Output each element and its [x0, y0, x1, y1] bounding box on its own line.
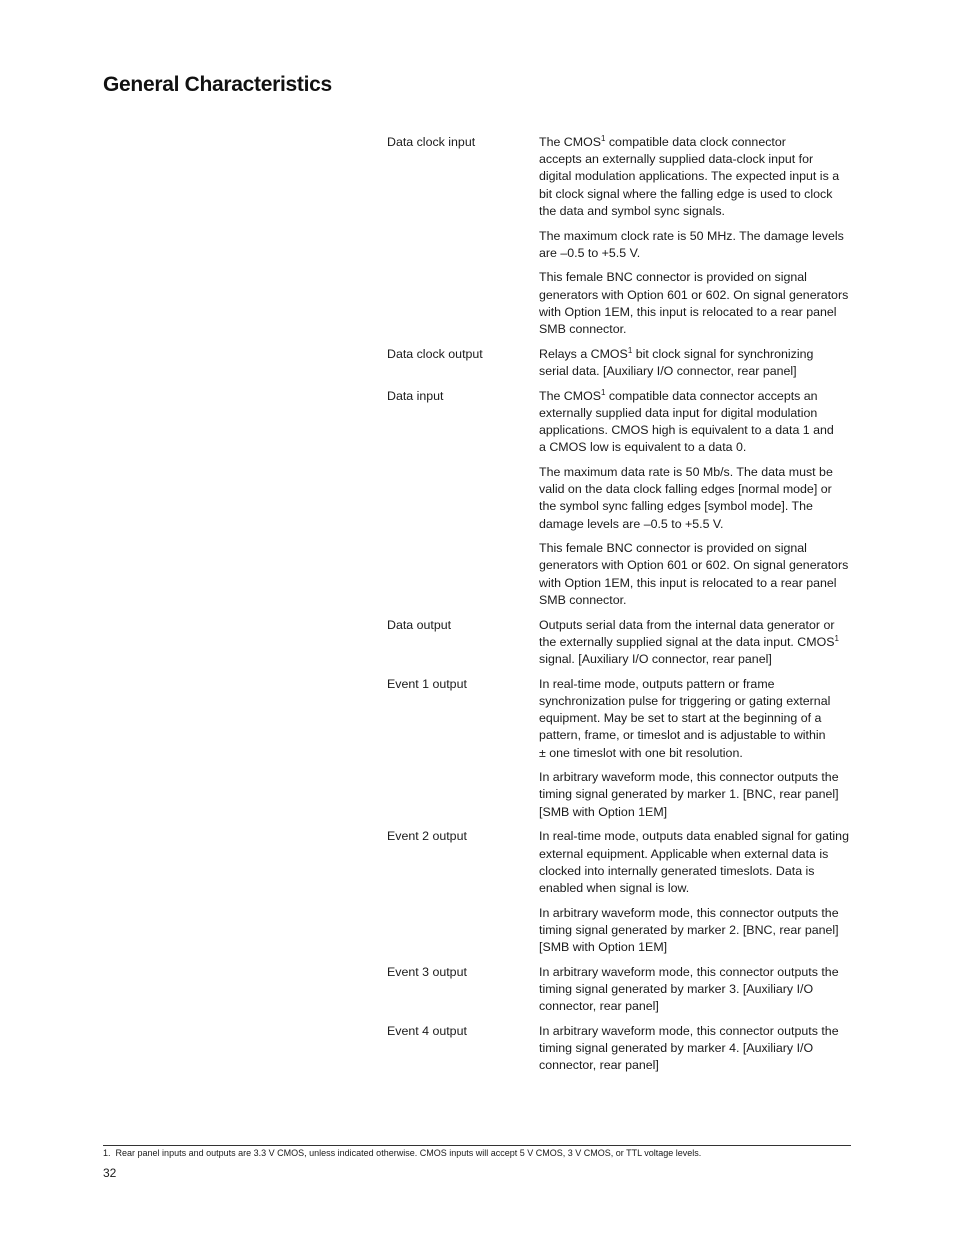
spec-description [539, 134, 853, 338]
spec-label: Event 4 output [387, 1023, 467, 1038]
paragraph-text: compatible data clock connector accepts an externally supplied data-clock input for digital modulation applications. The expected input is a bit clock signal where the falling edge is used to clock the data and symbol sync signals. [539, 135, 840, 218]
spec-description [539, 828, 853, 956]
paragraph-text: This female BNC connector is provided on signal generators with Option 601 or 602. On signal generators with Option 1EM, this input is relocated to a rear panel SMB connector. [539, 270, 849, 337]
spec-paragraph [539, 905, 853, 957]
spec-row [387, 964, 853, 1016]
spec-label: Event 1 output [387, 676, 467, 691]
spec-paragraph [539, 828, 853, 897]
spec-label: Event 3 output [387, 964, 467, 979]
footnote-reference: 1 [600, 134, 606, 143]
paragraph-text: The maximum data rate is 50 Mb/s. The data must be valid on the data clock falling edges [normal mode] or the symbol sync falling edges [symbol mode]. The damage levels are –0.5 to +5.5 V. [539, 464, 833, 531]
footnote-reference: 1 [600, 387, 606, 397]
footnote-text: Rear panel inputs and outputs are 3.3 V CMOS, unless indicated otherwise. CMOS inputs will accept 5 V CMOS, 3 V CMOS, or TTL voltage levels. [115, 1148, 702, 1158]
spec-row [387, 1023, 853, 1075]
footnote-reference: 1 [834, 633, 839, 643]
spec-label: Data clock input [387, 135, 476, 149]
spec-row [387, 134, 853, 338]
spec-label: Data input [387, 388, 444, 403]
paragraph-text: The CMOS [539, 135, 601, 149]
paragraph-text: In arbitrary waveform mode, this connector outputs the timing signal generated by marker 1. [BNC, rear panel] [SMB with Option 1EM] [539, 770, 839, 819]
spec-description [539, 346, 853, 380]
paragraph-text: bit clock signal for synchronizing serial data. [Auxiliary I/O connector, rear panel] [539, 346, 814, 378]
spec-row [387, 346, 853, 380]
paragraph-text: Relays a CMOS [539, 346, 628, 361]
paragraph-text: signal. [Auxiliary I/O connector, rear panel] [539, 651, 772, 666]
spec-label: Data clock output [387, 346, 483, 361]
spec-paragraph [539, 228, 853, 262]
spec-description [539, 388, 853, 609]
paragraph-text: The maximum clock rate is 50 MHz. The damage levels are –0.5 to +5.5 V. [539, 228, 844, 260]
spec-row [387, 388, 853, 609]
spec-row [387, 676, 853, 821]
page-title: General Characteristics [103, 73, 332, 96]
spec-paragraph [539, 540, 853, 609]
paragraph-text: In arbitrary waveform mode, this connector outputs the timing signal generated by marker 4. [Auxiliary I/O connector, rear panel] [539, 1023, 839, 1073]
paragraph-text: In real-time mode, outputs data enabled signal for gating external equipment. Applicable when external data is clocked into internally generated timeslots. Data is enabled when signal is low. [539, 829, 849, 895]
spec-description [539, 617, 853, 669]
spec-paragraph [539, 346, 853, 380]
footnote-marker: 1. [103, 1148, 111, 1158]
footnote-reference: 1 [627, 345, 633, 355]
paragraph-text: The CMOS [539, 388, 601, 403]
spec-row [387, 828, 853, 956]
spec-paragraph [539, 464, 853, 533]
paragraph-text: compatible data connector accepts an externally supplied data input for digital modulation applications. CMOS high is equivalent to a data 1 and a CMOS low is equivalent to a data 0. [539, 388, 834, 455]
footnote-divider [103, 1145, 851, 1146]
spec-paragraph [539, 617, 853, 669]
paragraph-text: This female BNC connector is provided on signal generators with Option 601 or 602. On signal generators with Option 1EM, this input is relocated to a rear panel SMB connector. [539, 541, 849, 607]
spec-paragraph [539, 676, 853, 762]
paragraph-text: In real-time mode, outputs pattern or frame synchronization pulse for triggering or gating external equipment. May be set to start at the beginning of a pattern, frame, or timeslot and is adjustable to within ± one timeslot with one bit resolution. [539, 676, 831, 760]
spec-paragraph [539, 269, 853, 338]
spec-description [539, 964, 853, 1016]
paragraph-text: Outputs serial data from the internal data generator or the externally supplied signal at the data input. CMOS [539, 617, 835, 649]
spec-paragraph [539, 134, 853, 220]
spec-paragraph [539, 769, 853, 821]
spec-label: Event 2 output [387, 829, 467, 844]
page-number: 32 [103, 1166, 117, 1180]
footnote [103, 1147, 851, 1159]
spec-description [539, 1023, 853, 1075]
paragraph-text: In arbitrary waveform mode, this connector outputs the timing signal generated by marker 2. [BNC, rear panel] [SMB with Option 1EM] [539, 905, 839, 955]
spec-row [387, 617, 853, 669]
spec-table [387, 134, 853, 1082]
spec-paragraph [539, 1023, 853, 1075]
spec-paragraph [539, 964, 853, 1016]
paragraph-text: In arbitrary waveform mode, this connector outputs the timing signal generated by marker 3. [Auxiliary I/O connector, rear panel] [539, 964, 839, 1014]
spec-description [539, 676, 853, 821]
spec-label: Data output [387, 617, 452, 632]
spec-paragraph [539, 388, 853, 457]
